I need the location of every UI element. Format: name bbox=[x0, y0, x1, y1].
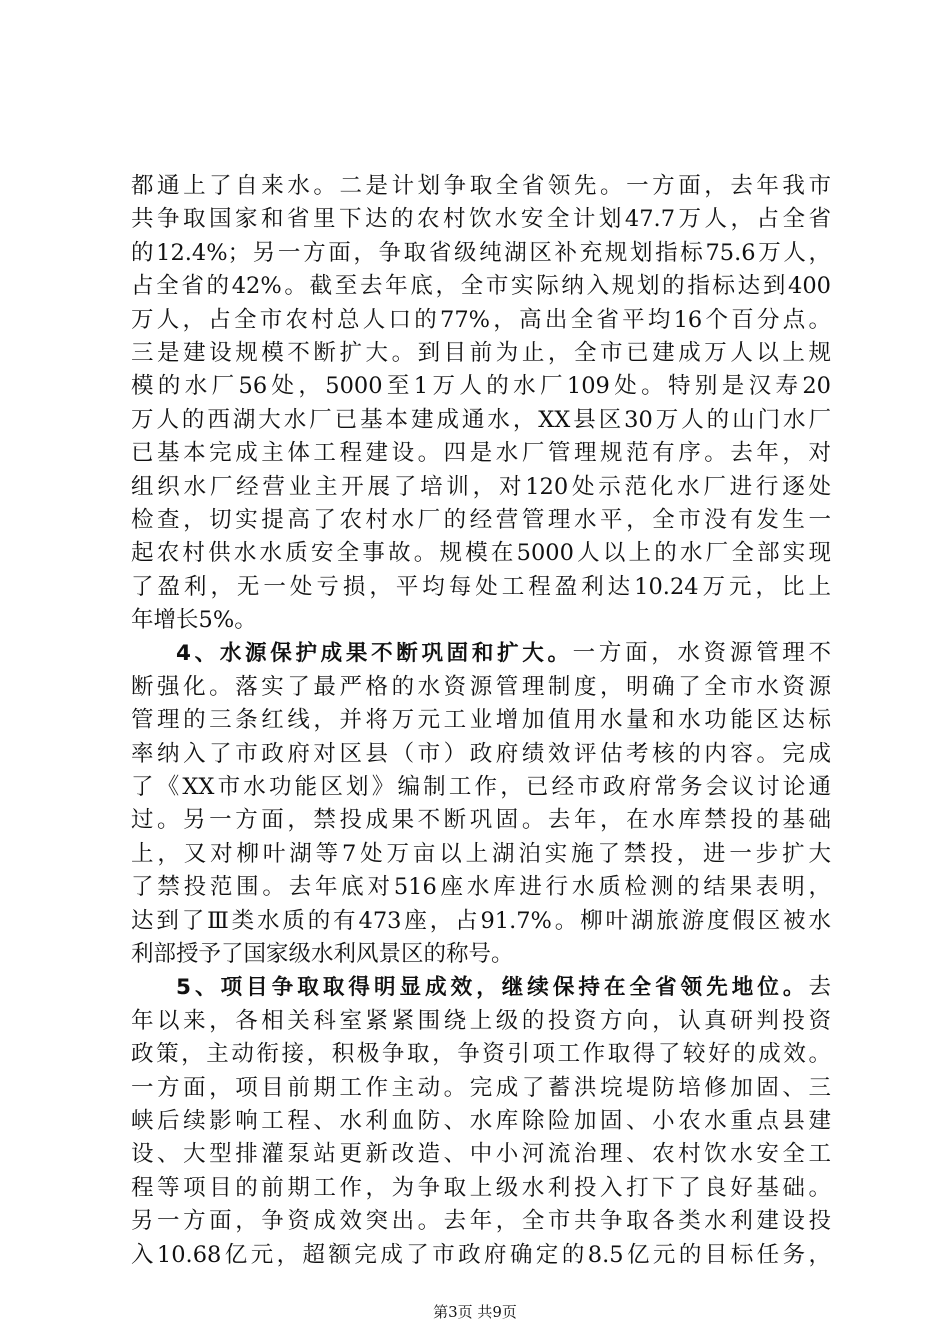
section-4-heading: 4、水源保护成果不断巩固和扩大。 bbox=[176, 641, 573, 667]
line-text: 上，又对柳叶湖等7处万亩以上湖泊实施了禁投，进一步扩大 bbox=[131, 840, 831, 867]
text-line bbox=[131, 704, 831, 737]
line-text: 了《XX市水功能区划》编制工作，已经市政府常务会议讨论通 bbox=[131, 774, 831, 801]
text-line bbox=[131, 771, 831, 804]
section-5-first-line bbox=[131, 971, 831, 1004]
text-line bbox=[131, 437, 831, 470]
text-line bbox=[131, 938, 831, 971]
text-line bbox=[131, 203, 831, 236]
text-line bbox=[131, 170, 831, 203]
text-line bbox=[131, 1072, 831, 1105]
text-line bbox=[131, 804, 831, 837]
line-text: 万人，占全市农村总人口的77%，高出全省平均16个百分点。 bbox=[131, 306, 831, 333]
text-line bbox=[131, 1005, 831, 1038]
line-text: 一方面，项目前期工作主动。完成了蓄洪垸堤防培修加固、三 bbox=[131, 1074, 831, 1101]
text-line bbox=[131, 504, 831, 537]
text-line bbox=[131, 871, 831, 904]
section-5-heading: 5、项目争取取得明显成效，继续保持在全省领先地位。 bbox=[176, 975, 809, 1001]
text-line bbox=[131, 738, 831, 771]
line-text: 一方面，水资源管理不 bbox=[572, 640, 831, 667]
line-text: 达到了Ⅲ类水质的有473座，占91.7%。柳叶湖旅游度假区被水 bbox=[131, 907, 831, 934]
text-line bbox=[131, 571, 831, 604]
text-line bbox=[131, 1205, 831, 1238]
line-text: 了禁投范围。去年底对516座水库进行水质检测的结果表明， bbox=[131, 874, 831, 901]
line-text: 起农村供水水质安全事故。规模在5000人以上的水厂全部实现 bbox=[131, 540, 831, 567]
page-footer bbox=[0, 1302, 950, 1322]
document-body bbox=[131, 170, 831, 1272]
text-line bbox=[131, 471, 831, 504]
line-text: 年以来，各相关科室紧紧围绕上级的投资方向，认真研判投资 bbox=[131, 1007, 831, 1034]
text-line bbox=[131, 838, 831, 871]
text-line bbox=[131, 1172, 831, 1205]
line-text: 已基本完成主体工程建设。四是水厂管理规范有序。去年，对 bbox=[131, 440, 831, 467]
line-text: 组织水厂经营业主开展了培训，对120处示范化水厂进行逐处 bbox=[131, 473, 831, 500]
line-text: 利部授予了国家级水利风景区的称号。 bbox=[131, 940, 514, 967]
text-line bbox=[131, 237, 831, 270]
line-text: 占全省的42%。截至去年底，全市实际纳入规划的指标达到400 bbox=[131, 273, 831, 300]
text-line bbox=[131, 370, 831, 403]
line-text: 入10.68亿元，超额完成了市政府确定的8.5亿元的目标任务， bbox=[131, 1241, 831, 1268]
line-text: 都通上了自来水。二是计划争取全省领先。一方面，去年我市 bbox=[131, 173, 831, 199]
line-text: 另一方面，争资成效突出。去年，全市共争取各类水利建设投 bbox=[131, 1208, 831, 1235]
line-text: 断强化。落实了最严格的水资源管理制度，明确了全市水资源 bbox=[131, 673, 831, 700]
text-line bbox=[131, 1105, 831, 1138]
line-text: 程等项目的前期工作，为争取上级水利投入打下了良好基础。 bbox=[131, 1174, 831, 1201]
text-line bbox=[131, 604, 831, 637]
line-text: 了盈利，无一处亏损，平均每处工程盈利达10.24万元，比上 bbox=[131, 573, 831, 600]
section-4-first-line bbox=[131, 637, 831, 670]
text-line bbox=[131, 537, 831, 570]
line-text: 管理的三条红线，并将万元工业增加值用水量和水功能区达标 bbox=[131, 707, 831, 734]
text-line bbox=[131, 905, 831, 938]
line-text: 过。另一方面，禁投成果不断巩固。去年，在水库禁投的基础 bbox=[131, 807, 831, 834]
line-text: 设、大型排灌泵站更新改造、中小河流治理、农村饮水安全工 bbox=[131, 1141, 831, 1168]
text-line bbox=[131, 270, 831, 303]
text-line bbox=[131, 337, 831, 370]
text-line bbox=[131, 1138, 831, 1171]
text-line bbox=[131, 304, 831, 337]
text-line bbox=[131, 1239, 831, 1272]
line-text: 峡后续影响工程、水利血防、水库除险加固、小农水重点县建 bbox=[131, 1107, 831, 1134]
line-text: 年增长5%。 bbox=[131, 607, 257, 634]
page-number: 第3页 共9页 bbox=[433, 1303, 517, 1321]
line-text: 去 bbox=[808, 974, 831, 1001]
line-text: 率纳入了市政府对区县（市）政府绩效评估考核的内容。完成 bbox=[131, 740, 831, 767]
line-text: 共争取国家和省里下达的农村饮水安全计划47.7万人，占全省 bbox=[131, 206, 831, 233]
line-text: 三是建设规模不断扩大。到目前为止，全市已建成万人以上规 bbox=[131, 339, 831, 366]
line-text: 万人的西湖大水厂已基本建成通水，XX县区30万人的山门水厂 bbox=[131, 406, 831, 433]
line-text: 的12.4%；另一方面，争取省级纯湖区补充规划指标75.6万人， bbox=[131, 239, 831, 266]
text-line bbox=[131, 1038, 831, 1071]
text-line bbox=[131, 671, 831, 704]
line-text: 政策，主动衔接，积极争取，争资引项工作取得了较好的成效。 bbox=[131, 1041, 831, 1068]
line-text: 模的水厂56处，5000至1万人的水厂109处。特别是汉寿20 bbox=[131, 373, 831, 400]
text-line bbox=[131, 404, 831, 437]
line-text: 检查，切实提高了农村水厂的经营管理水平，全市没有发生一 bbox=[131, 506, 831, 533]
